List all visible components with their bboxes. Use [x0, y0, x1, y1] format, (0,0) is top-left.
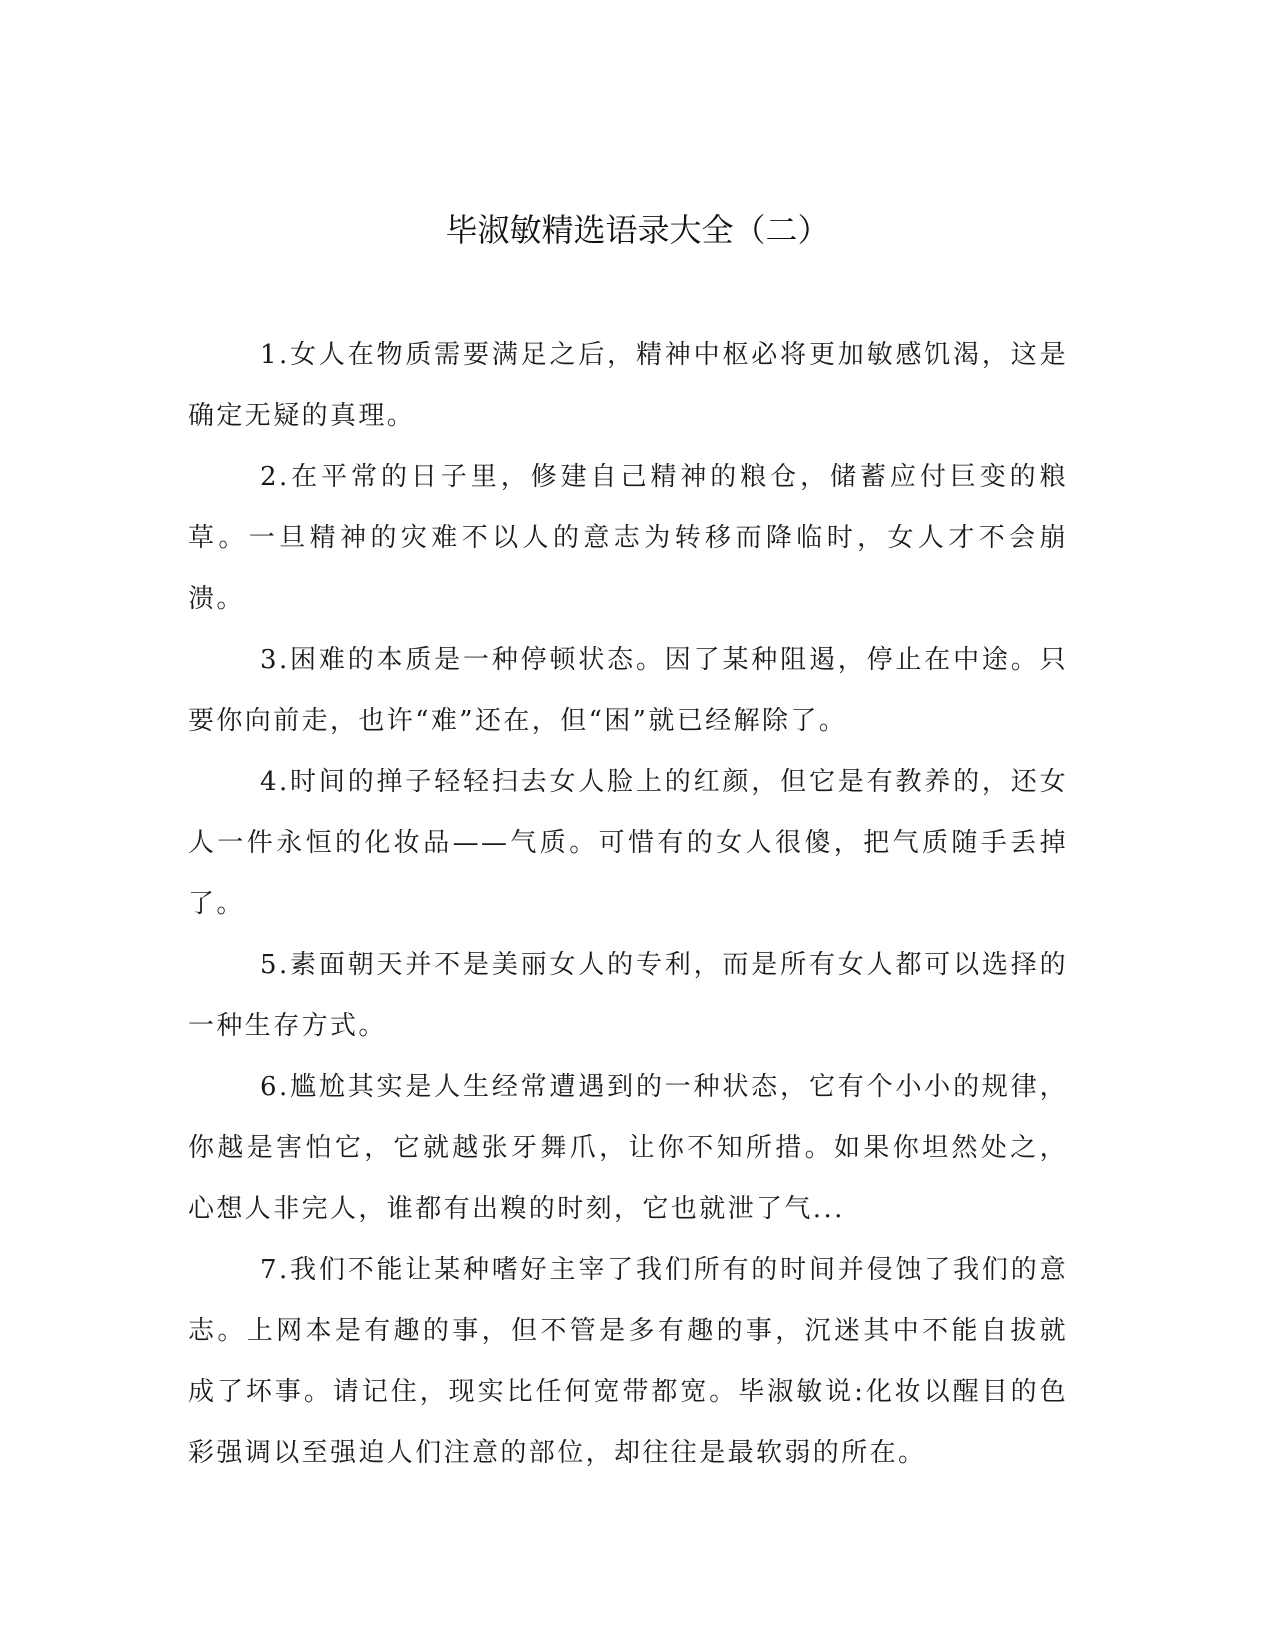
quote-paragraph-3: 3.困难的本质是一种停顿状态。因了某种阻遏，停止在中途。只要你向前走，也许“难”还在，但“困”就已经解除了。 [188, 645, 1068, 736]
quote-paragraph-5: 5.素面朝天并不是美丽女人的专利，而是所有女人都可以选择的一种生存方式。 [188, 950, 1068, 1041]
document-title: 毕淑敏精选语录大全（二） [445, 211, 830, 249]
quote-paragraph-2: 2.在平常的日子里，修建自己精神的粮仓，储蓄应付巨变的粮草。一旦精神的灾难不以人的意志为转移而降临时，女人才不会崩溃。 [188, 462, 1068, 614]
document-body [188, 325, 1068, 1484]
quote-paragraph-4: 4.时间的掸子轻轻扫去女人脸上的红颜，但它是有教养的，还女人一件永恒的化妆品——气质。可惜有的女人很傻，把气质随手丢掉了。 [188, 767, 1068, 919]
quote-paragraph-7: 7.我们不能让某种嗜好主宰了我们所有的时间并侵蚀了我们的意志。上网本是有趣的事，但不管是多有趣的事，沉迷其中不能自拔就成了坏事。请记住，现实比任何宽带都宽。毕淑敏说:化妆以醒目的色彩强调以至强迫人们注意的部位，却往往是最软弱的所在。 [188, 1255, 1068, 1468]
quote-paragraph-6: 6.尴尬其实是人生经常遭遇到的一种状态，它有个小小的规律，你越是害怕它，它就越张牙舞爪，让你不知所措。如果你坦然处之，心想人非完人，谁都有出糗的时刻，它也就泄了气... [188, 1072, 1068, 1224]
quote-paragraph-1: 1.女人在物质需要满足之后，精神中枢必将更加敏感饥渴，这是确定无疑的真理。 [188, 340, 1068, 431]
